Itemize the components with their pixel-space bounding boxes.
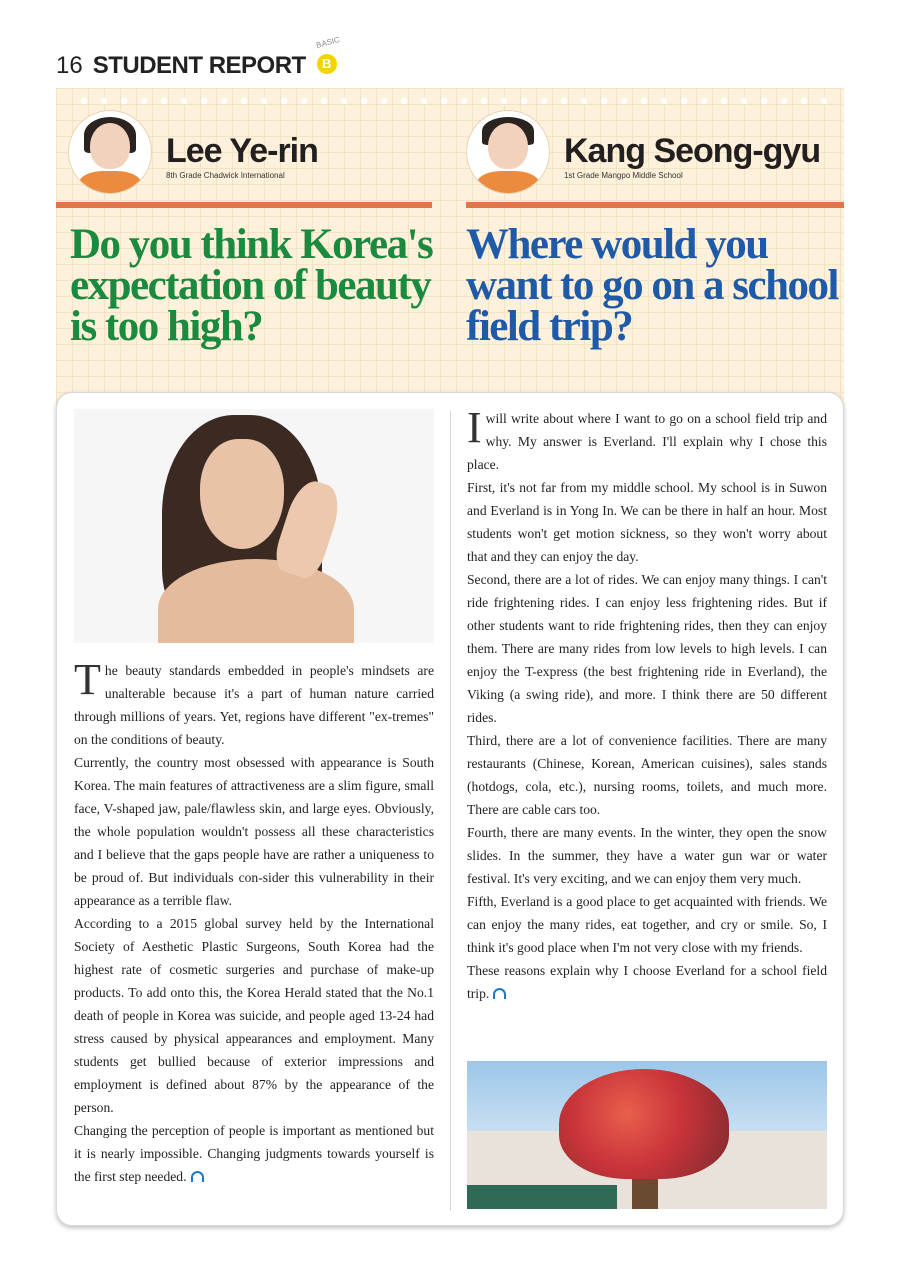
headphones-icon (493, 988, 506, 999)
badge-letter: B (317, 54, 337, 74)
paragraph: First, it's not far from my middle school. My school is in Suwon and Everland is in Yong In. We can be there in half an hour. Most students won't get motion sickness, so they won't worry about that and they can enjoy the day. (467, 480, 827, 564)
paragraph: Second, there are a lot of rides. We can enjoy many things. I can't ride frightening rides. I can enjoy less frightening rides. But if other students want to ride frightening rides, then they can enjoy them. There are many rides from low levels to high levels. I can enjoy the T-express (the best frightening ride in Everland), the Viking (a swing ride), and more. I think there are 50 different rides. (467, 572, 827, 725)
name-underline (466, 202, 844, 208)
essay-right (467, 403, 827, 1005)
student-school: 8th Grade Chadwick International (166, 170, 285, 180)
everland-photo (467, 1061, 827, 1209)
headphones-icon (191, 1171, 204, 1182)
paragraph: Third, there are a lot of convenience facilities. There are many restaurants (Chinese, Korean, American cuisines), sales stands (hotdogs, cola, etc.), nursing rooms, toilets, and much more. There are cable cars too. (467, 733, 827, 817)
basic-badge (314, 35, 342, 80)
question-heading-left: Do you think Korea's expectation of beauty is too high? (70, 221, 433, 350)
profile-lee-ye-rin (68, 110, 318, 194)
page-header (56, 35, 342, 80)
question-banner (56, 88, 844, 408)
avatar-girl-icon (68, 110, 152, 194)
essay-left (74, 655, 434, 1188)
paragraph: The beauty standards embedded in people's mindsets are unalterable because it's a part of human nature carried through millions of years. Yet, regions have different "ex-tremes" on the conditions of beauty. (74, 655, 434, 747)
section-title: STUDENT REPORT (92, 52, 306, 79)
badge-level-text: BASIC (314, 35, 341, 50)
name-underline (56, 202, 432, 208)
avatar-boy-icon (466, 110, 550, 194)
paragraph: Fourth, there are many events. In the winter, they open the snow slides. In the summer, they have a water gun war or water festival. It's very exciting, and we can enjoy them very much. (467, 825, 827, 886)
decorative-dots (74, 96, 834, 106)
paragraph: I will write about where I want to go on a school field trip and why. My answer is Everland. I'll explain why I chose this place. (467, 403, 827, 472)
student-name: Lee Ye-rin (166, 131, 318, 170)
paragraph: Currently, the country most obsessed with appearance is South Korea. The main features of attractiveness are a slim figure, small face, V-shaped jaw, pale/flawless skin, and large eyes. Obviously, the whole population wouldn't possess all these characteristics and I believe that the gaps people have are rather a uniqueness to be proud of. But individuals con-sider this vulnerability in their appearance as a terrible flaw. (74, 755, 434, 908)
page-number: 16 (56, 52, 83, 79)
student-school: 1st Grade Mangpo Middle School (564, 170, 683, 180)
article-panel (56, 392, 844, 1226)
profile-kang-seong-gyu (466, 110, 820, 194)
drop-cap: T (74, 655, 101, 704)
paragraph: According to a 2015 global survey held by the International Society of Aesthetic Plastic Surgeons, South Korea had the highest rate of cosmetic surgeries and purchase of make-up products. To add onto this, the Korea Herald stated that the No.1 death of people in Korea was suicide, and people aged 13-24 had stress caused by physical appearances and employment. Many students get bullied because of exterior impressions and employment is defined about 87% by the appearance of the person. (74, 916, 434, 1115)
student-name: Kang Seong-gyu (564, 131, 821, 170)
column-divider (450, 411, 451, 1211)
drop-cap: I (467, 403, 482, 452)
paragraph: These reasons explain why I choose Everland for a school field trip. (467, 963, 827, 1001)
question-heading-right: Where would you want to go on a school field trip? (466, 221, 838, 350)
paragraph: Fifth, Everland is a good place to get acquainted with friends. We can enjoy the many rides, eat together, and cry or smile. So, I think it's good place when I'm not very close with my friends. (467, 894, 827, 955)
portrait-photo (74, 409, 434, 643)
paragraph: Changing the perception of people is important as mentioned but it is nearly impossible. Changing judgments towards yourself is the first step needed. (74, 1123, 434, 1184)
